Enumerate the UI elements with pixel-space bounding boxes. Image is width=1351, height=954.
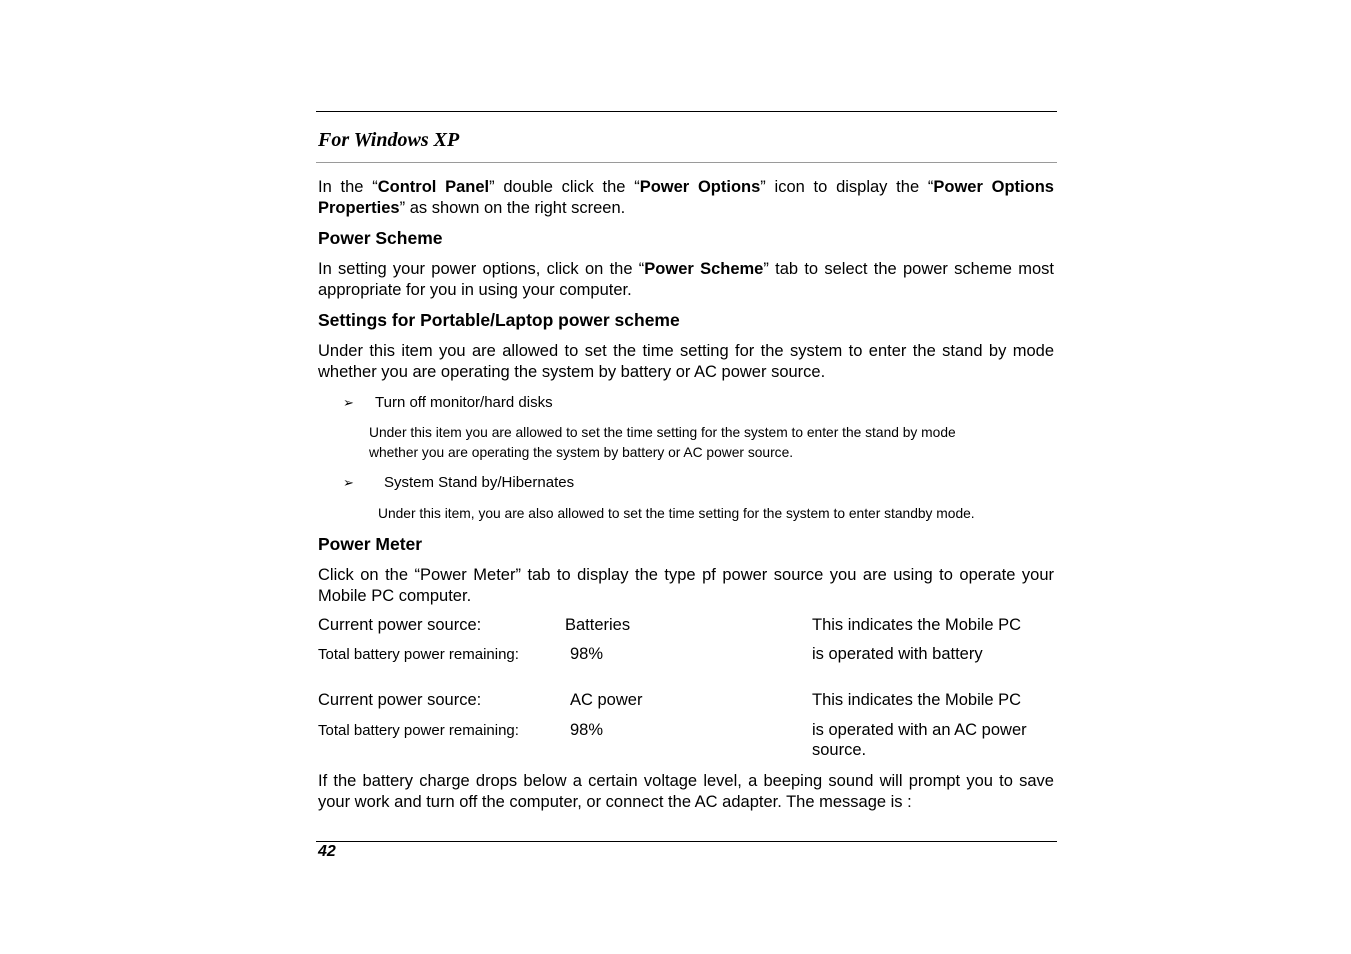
source-value: Batteries [565, 616, 631, 634]
source-note: source. [812, 741, 867, 759]
intro-bold-power-options-properties: Power Options Properties [318, 178, 1054, 217]
settings-paragraph: Under this item you are allowed to set the time setting for the system to enter the stand by mode whether you are operating the system by battery or AC power source. [318, 342, 1054, 381]
title-rule [316, 162, 1057, 163]
source-label: Current power source: [318, 691, 482, 709]
intro-paragraph [318, 177, 1054, 218]
remaining-value: 98% [570, 721, 604, 739]
power-meter-heading: Power Meter [318, 534, 423, 554]
source-label: Current power source: [318, 616, 482, 634]
bullet-system-standby [343, 474, 574, 491]
closing-paragraph: If the battery charge drops below a certain voltage level, a beeping sound will prompt you to save your work and turn off the computer, or connect the AC adapter. The message is : [318, 772, 1054, 811]
arrow-bullet-icon: ➢ [343, 476, 354, 491]
intro-text-1: In the “ [318, 178, 378, 196]
bullet1-line1: Under this item you are allowed to set the time setting for the system to enter the stand by mode [369, 425, 956, 440]
power-meter-paragraph: Click on the “Power Meter” tab to display the type pf power source you are using to operate your Mobile PC computer. [318, 566, 1054, 605]
power-scheme-paragraph [318, 259, 1054, 300]
power-scheme-bold: Power Scheme [644, 260, 764, 278]
top-rule [316, 111, 1057, 112]
power-scheme-heading: Power Scheme [318, 228, 443, 248]
bullet-label: Turn off monitor/hard disks [375, 394, 553, 411]
remaining-value: 98% [570, 645, 604, 663]
page-title: For Windows XP [318, 129, 460, 151]
bullet-turn-off-monitor [343, 394, 553, 411]
bullet2-description: Under this item, you are also allowed to set the time setting for the system to enter standby mode. [378, 506, 975, 521]
source-note: is operated with an AC power [812, 721, 1027, 739]
bullet1-description [369, 423, 956, 463]
intro-text-2: ” double click the “ [489, 178, 640, 196]
intro-text-3: ” icon to display the “ [760, 178, 934, 196]
remaining-label: Total battery power remaining: [318, 722, 519, 739]
bottom-rule [316, 841, 1057, 842]
remaining-label: Total battery power remaining: [318, 646, 519, 663]
power-scheme-text-1: In setting your power options, click on the “ [318, 260, 645, 278]
bullet1-line2: whether you are operating the system by battery or AC power source. [369, 445, 794, 460]
intro-bold-power-options: Power Options [639, 178, 761, 196]
source-note: This indicates the Mobile PC [812, 691, 1022, 709]
power-scheme-text-2: ” tab to select the power scheme most appropriate for you in using your computer. [318, 260, 1054, 299]
intro-bold-control-panel: Control Panel [377, 178, 490, 196]
bullet-label: System Stand by/Hibernates [384, 474, 575, 491]
settings-heading: Settings for Portable/Laptop power scheme [318, 310, 680, 330]
page-number: 42 [318, 843, 336, 860]
source-value: AC power [570, 691, 643, 709]
intro-text-4: ” as shown on the right screen. [399, 198, 626, 217]
source-note: This indicates the Mobile PC [812, 616, 1022, 634]
source-note: is operated with battery [812, 645, 983, 663]
arrow-bullet-icon: ➢ [343, 396, 354, 411]
